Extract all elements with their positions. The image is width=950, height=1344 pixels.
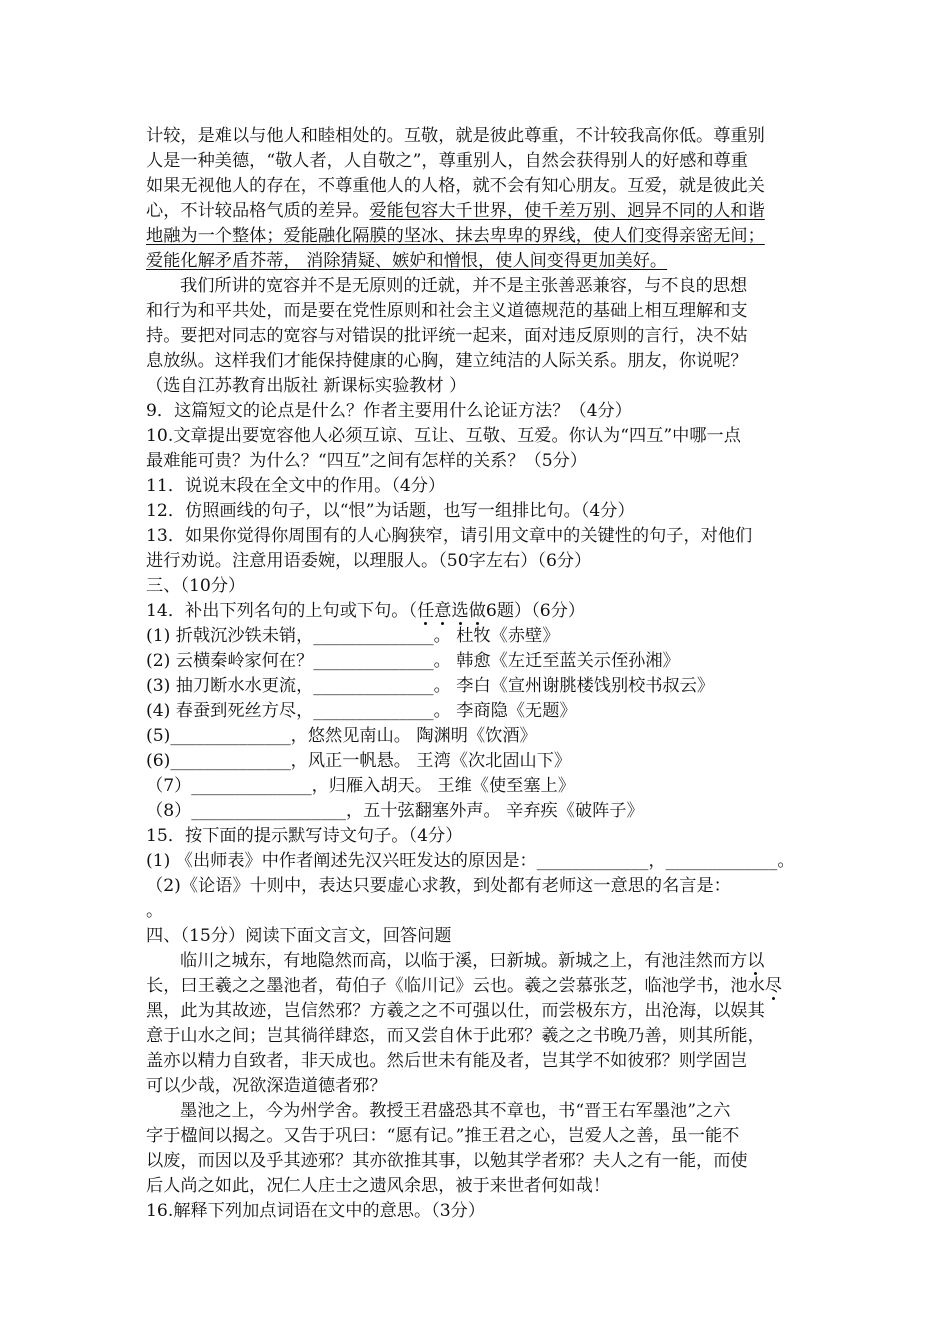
fill-in-item: （8）__________________，五十弦翻塞外声。 辛弃疾《破阵子》 [146, 801, 644, 821]
classical-text-line: 意于山水之间；岂其徜徉肆恣，而又尝自休于此邪？羲之之书晚乃善，则其所能， [146, 1026, 765, 1046]
question-12: 12．仿照画线的句子，以“恨”为话题，也写一组排比句。（4分） [146, 501, 635, 521]
fill-in-item: (5)______________，悠然见南山。 陶渊明《饮酒》 [146, 726, 537, 746]
fill-in-item: (3) 抽刀断水水更流，______________。 李白《宣州谢朓楼饯别校书叔云》 [146, 676, 715, 696]
fill-in-item: (6)______________，风正一帆悬。 王湾《次北固山下》 [146, 751, 572, 771]
passage-line: 如果无视他人的存在，不尊重他人的人格，就不会有知心朋友。互爱，就是彼此关 [146, 176, 765, 196]
question-15: 15．按下面的提示默写诗文句子。（4分） [146, 826, 463, 846]
question-15-2: （2)《论语》十则中，表达只要虚心求教，到处都有老师这一意思的名言是： [146, 876, 731, 896]
underlined-parallel-sentence: 爱能化解矛盾芥蒂， 消除猜疑、嫉妒和憎恨，使人间变得更加美好。 [146, 251, 668, 271]
classical-text-line: 长，曰王羲之之墨池者，荀伯子《临川记》云也。羲之尝慕张芝，临池学书，池水尽 [146, 976, 782, 996]
underlined-parallel-sentence: 爱能包容大千世界，使千差万别、迥异不同的人和谐 [369, 201, 765, 221]
dotted-char: 做 [468, 601, 486, 621]
passage-line: 和行为和平共处，而是要在党性原则和社会主义道德规范的基础上相互理解和支 [146, 301, 748, 321]
fill-in-item: (2) 云横秦岭家何在？______________。 韩愈《左迁至蓝关示侄孙湘》 [146, 651, 680, 671]
question-16: 16.解释下列加点词语在文中的意思。（3分） [146, 1201, 486, 1221]
classical-text-line: 字于楹间以揭之。又告于巩曰：“愿有记。”推王君之心，岂爱人之善，虽一能不 [146, 1126, 740, 1146]
question-10-cont: 最难能可贵？为什么？“四互”之间有怎样的关系？（5分） [146, 451, 588, 471]
dotted-char: 意 [434, 601, 452, 621]
passage-text: 心，不计较品格气质的差异。 [146, 201, 370, 221]
answer-end-mark: 。 [146, 901, 164, 921]
section-3-title: 三、（10分） [146, 576, 246, 596]
passage-line: 计较，是难以与他人和睦相处的。互敬，就是彼此尊重，不计较我高你低。尊重别 [146, 126, 765, 146]
passage-paragraph-start: 我们所讲的宽容并不是无原则的迁就，并不是主张善恶兼容，与不良的思想 [180, 276, 748, 296]
classical-text-line: 以废，而因以及乎其迹邪？其亦欲推其事，以勉其学者邪？夫人之有一能，而使 [146, 1151, 748, 1171]
question-13: 13．如果你觉得你周围有的人心胸狭窄，请引用文章中的关键性的句子，对他们 [146, 526, 753, 546]
fill-in-item: (4) 春蚕到死丝方尽，______________。 李商隐《无题》 [146, 701, 577, 721]
fill-in-item: (1) 折戟沉沙铁未销，______________。 杜牧《赤壁》 [146, 626, 560, 646]
dotted-char: 选 [451, 601, 469, 621]
classical-text-line: 盖亦以精力自致者，非天成也。然后世未有能及者，岂其学不如彼邪？则学固岂 [146, 1051, 748, 1071]
classical-text-line: 临川之城东，有地隐然而高，以临于溪，曰新城。新城之上，有池洼然而方以 [180, 951, 765, 971]
passage-line: 持。要把对同志的宽容与对错误的批评统一起来，面对违反原则的言行，决不姑 [146, 326, 748, 346]
classical-text-line: 后人尚之如此，况仁人庄士之遗风余思，被于来世者何如哉！ [146, 1176, 611, 1196]
fill-in-item: （7）______________，归雁入胡天。 王维《使至塞上》 [146, 776, 575, 796]
question-15-1: (1) 《出师表》中作者阐述先汉兴旺发达的原因是：_____________，_____________。 [146, 851, 795, 871]
emphasis-dotted-text [417, 601, 486, 621]
classical-text-line: 黑，此为其故迹，岂信然邪？方羲之之不可强以仕，而尝极东方，出沧海，以娱其 [146, 1001, 765, 1021]
underlined-parallel-sentence: 地融为一个整体；爱能融化隔膜的坚冰、抹去卑卑的界线，使人们变得亲密无间； [146, 226, 765, 246]
source-note: （选自江苏教育出版社 新课标实验教材 ） [146, 376, 467, 396]
question-14: 14．补出下列名句的上句或下句。（任意选做6题）（6分） [146, 601, 586, 621]
section-4-title: 四、（15分）阅读下面文言文，回答问题 [146, 926, 452, 946]
classical-text-line: 墨池之上，今为州学舍。教授王君盛恐其不章也，书“晋王右军墨池”之六 [180, 1101, 731, 1121]
classical-text-line: 可以少哉，况欲深造道德者邪？ [146, 1076, 387, 1096]
dotted-word: 以 [747, 951, 765, 971]
passage-line: 息放纵。这样我们才能保持健康的心胸，建立纯洁的人际关系。朋友，你说呢？ [146, 351, 748, 371]
question-13-cont: 进行劝说。注意用语委婉，以理服人。（50字左右）（6分） [146, 551, 592, 571]
dotted-word: 尽 [764, 976, 782, 996]
question-9: 9．这篇短文的论点是什么？作者主要用什么论证方法？（4分） [146, 401, 632, 421]
question-10: 10.文章提出要宽容他人必须互谅、互让、互敬、互爱。你认为“四互”中哪一点 [146, 426, 741, 446]
question-11: 11．说说末段在全文中的作用。（4分） [146, 476, 446, 496]
dotted-char: 任 [417, 601, 435, 621]
passage-line: 人是一种美德，“敬人者，人自敬之”，尊重别人，自然会获得别人的好感和尊重 [146, 151, 748, 171]
passage-line [146, 199, 765, 224]
